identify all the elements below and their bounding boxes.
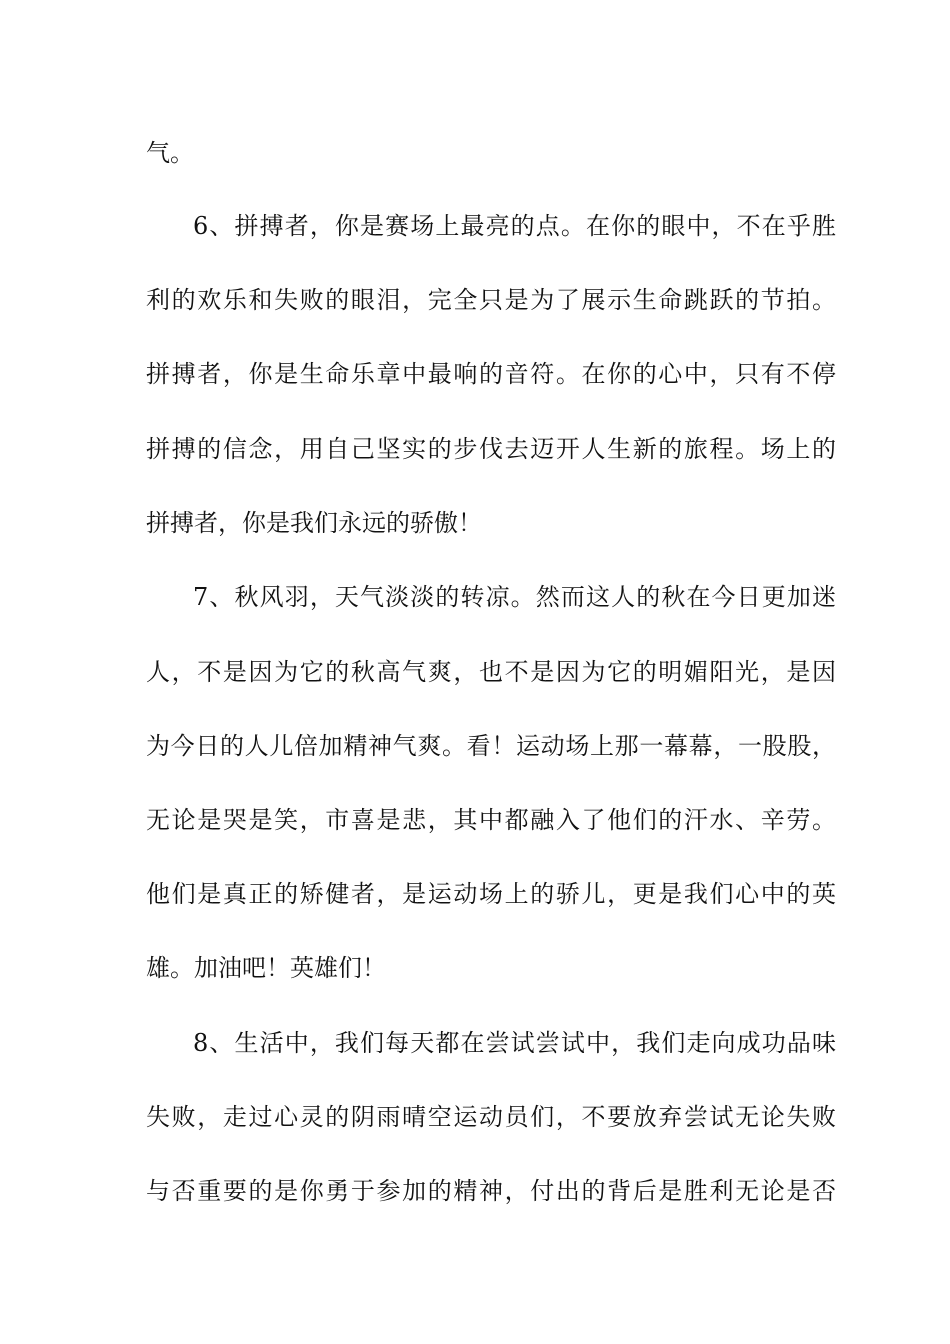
text-line-15: 与否重要的是你勇于参加的精神，付出的背后是胜利无论是否 — [146, 1177, 836, 1205]
text-line-12: 雄。加油吧！英雄们！ — [146, 954, 386, 982]
text-line-3: 利的欢乐和失败的眼泪，完全只是为了展示生命跳跃的节拍。 — [146, 286, 836, 314]
text-line-9: 为今日的人儿倍加精神气爽。看！运动场上那一幕幕，一股股， — [146, 732, 836, 760]
text-line-4: 拼搏者，你是生命乐章中最响的音符。在你的心中，只有不停 — [146, 360, 836, 388]
text-line-2: 6、拼搏者，你是赛场上最亮的点。在你的眼中，不在乎胜 — [193, 212, 836, 240]
text-line-13: 8、生活中，我们每天都在尝试尝试中，我们走向成功品味 — [193, 1029, 836, 1057]
text-line-5: 拼搏的信念，用自己坚实的步伐去迈开人生新的旅程。场上的 — [146, 435, 836, 463]
text-line-10: 无论是哭是笑，市喜是悲，其中都融入了他们的汗水、辛劳。 — [146, 806, 836, 834]
text-line-14: 失败，走过心灵的阴雨晴空运动员们，不要放弃尝试无论失败 — [146, 1103, 836, 1131]
text-line-6: 拼搏者，你是我们永远的骄傲！ — [146, 509, 482, 537]
text-line-8: 人，不是因为它的秋高气爽，也不是因为它的明媚阳光，是因 — [146, 658, 836, 686]
text-line-11: 他们是真正的矫健者，是运动场上的骄儿，更是我们心中的英 — [146, 880, 836, 908]
text-line-1: 气。 — [146, 139, 194, 167]
text-line-7: 7、秋风羽，天气淡淡的转凉。然而这人的秋在今日更加迷 — [193, 583, 836, 611]
